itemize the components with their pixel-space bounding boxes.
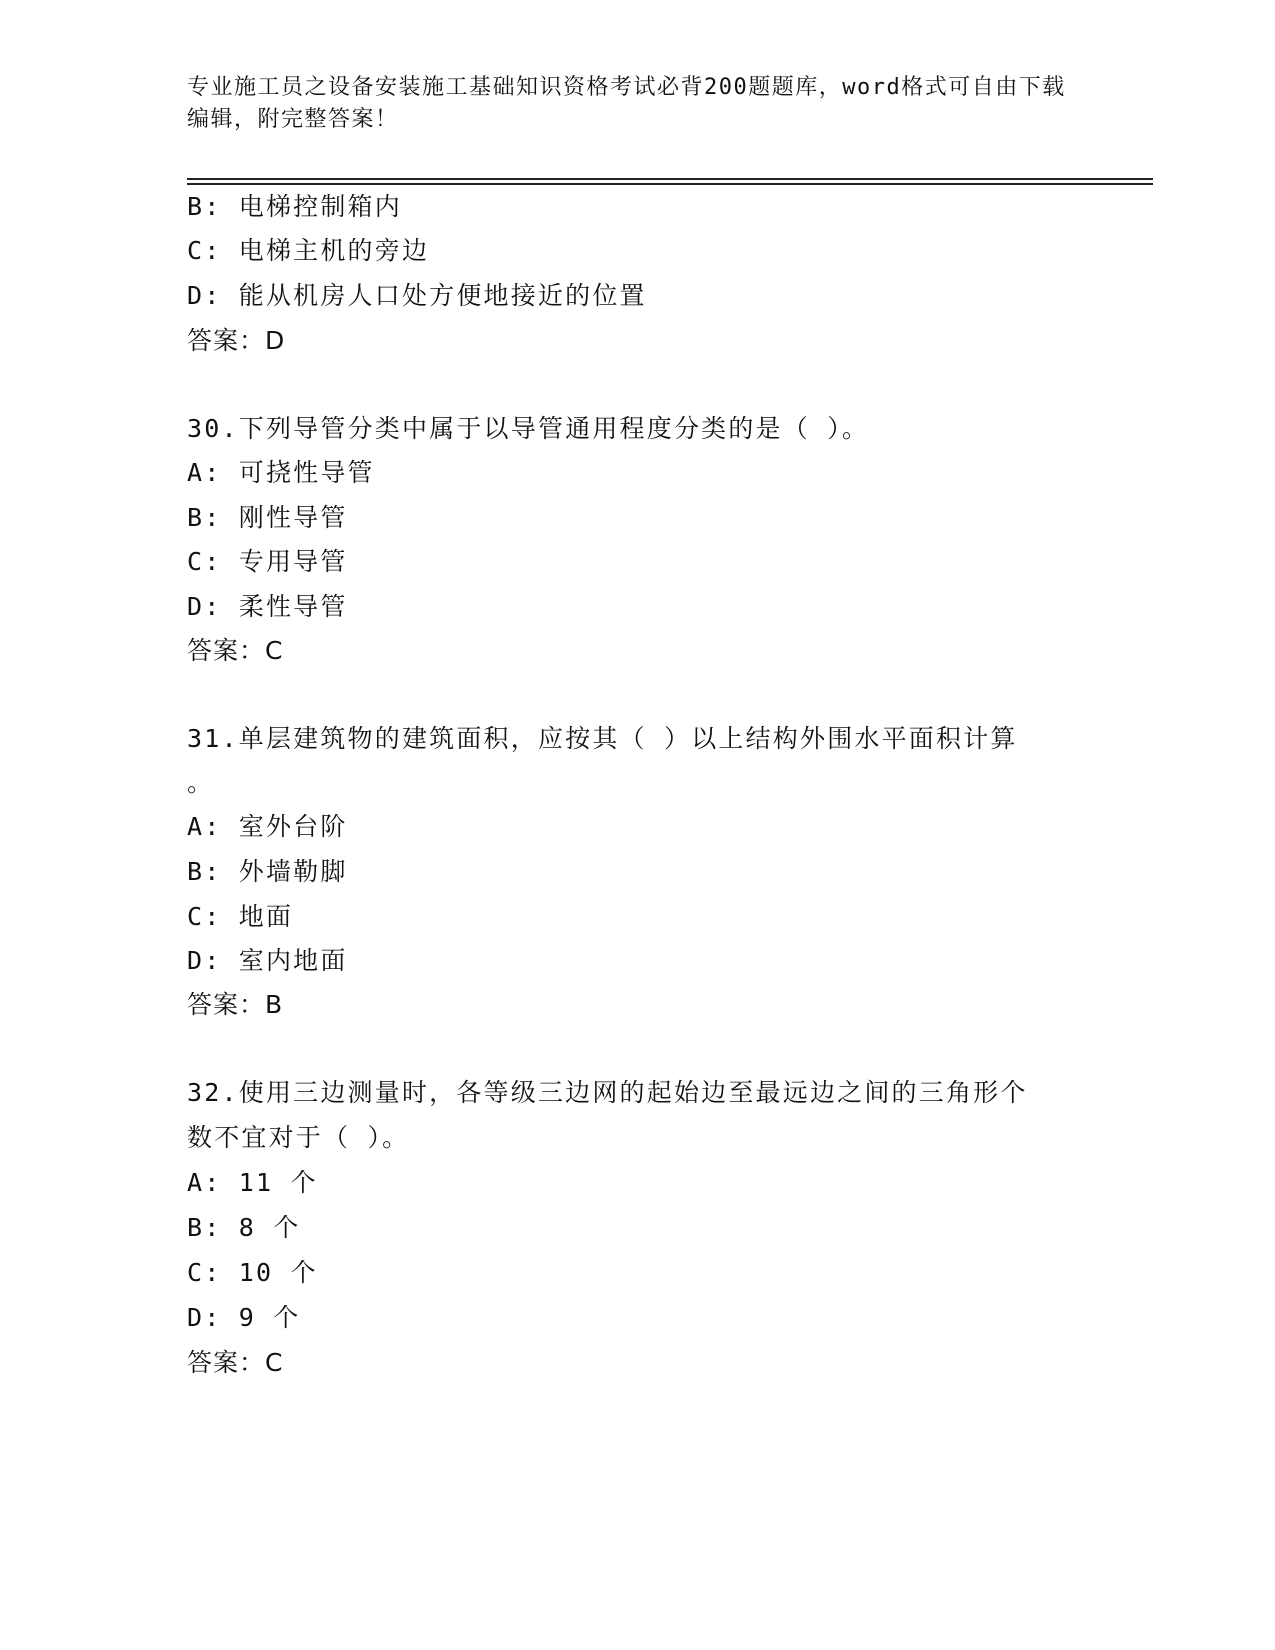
q29-option-b: B: 电梯控制箱内 [187,192,402,221]
q30-option-b: B: 刚性导管 [187,503,348,532]
q31-option-c: C: 地面 [187,902,294,931]
q32-option-b: B: 8 个 [187,1213,301,1242]
q31-option-a: A: 室外台阶 [187,812,348,841]
q31-question-line2: 。 [187,768,215,797]
q30-option-d: D: 柔性导管 [187,592,348,621]
q31-option-b: B: 外墙勒脚 [187,857,348,886]
q30-question: 30.下列导管分类中属于以导管通用程度分类的是（ ）。 [187,414,870,443]
q32-option-c: C: 10 个 [187,1258,318,1287]
document-header: 专业施工员之设备安装施工基础知识资格考试必背200题题库，word格式可自由下载编辑，附完整答案！ [187,75,1066,132]
q30-answer: 答案：C [187,636,284,665]
q29-option-c: C: 电梯主机的旁边 [187,236,430,265]
header-rule-top [187,178,1153,180]
q31-question-line1: 31.单层建筑物的建筑面积，应按其（ ）以上结构外围水平面积计算 [187,724,1018,753]
q30-option-c: C: 专用导管 [187,547,348,576]
q32-option-a: A: 11 个 [187,1168,318,1197]
q32-question-line1: 32.使用三边测量时，各等级三边网的起始边至最远边之间的三角形个 [187,1078,1028,1107]
q31-answer: 答案：B [187,990,284,1019]
q31-option-d: D: 室内地面 [187,946,348,975]
header-rule-bottom [187,183,1153,185]
q32-answer: 答案：C [187,1348,284,1377]
q30-option-a: A: 可挠性导管 [187,458,375,487]
q29-option-d: D: 能从机房人口处方便地接近的位置 [187,281,647,310]
q32-question-line2: 数不宜对于（ ）。 [187,1123,410,1152]
q29-answer: 答案：D [187,326,286,355]
q32-option-d: D: 9 个 [187,1303,301,1332]
